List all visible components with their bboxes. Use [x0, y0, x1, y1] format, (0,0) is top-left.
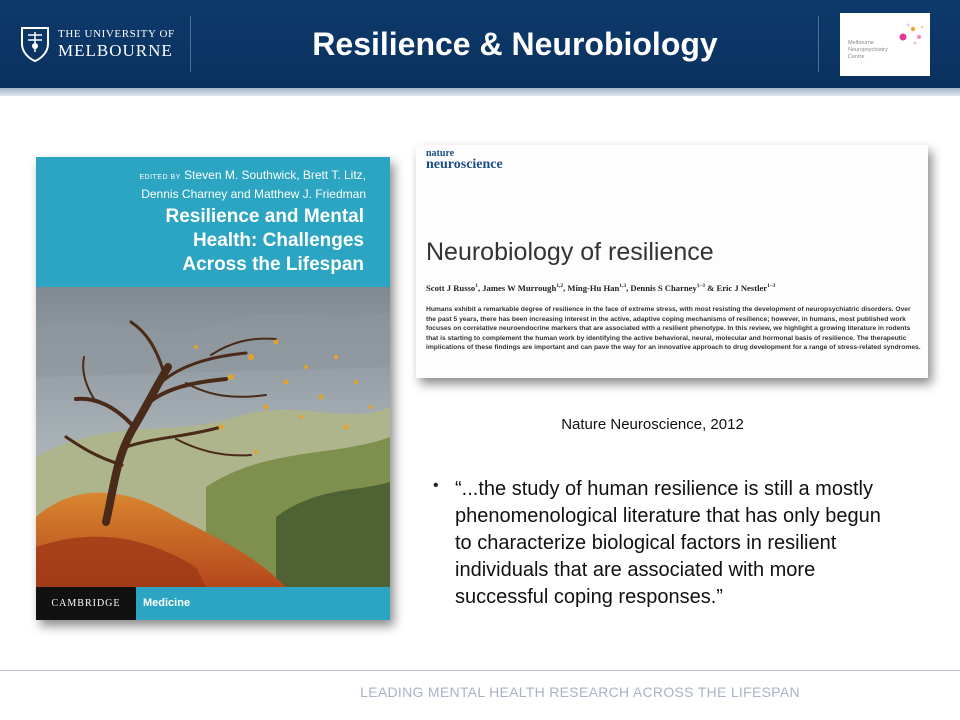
footer-divider — [0, 670, 960, 671]
author-affiliation: 1 — [475, 283, 478, 290]
bullet-marker: • — [433, 477, 439, 494]
book-title — [36, 205, 364, 277]
book-editors — [36, 167, 366, 202]
neuropsychiatry-centre-logo — [840, 13, 930, 76]
university-line1: THE UNIVERSITY OF — [58, 28, 175, 40]
header-stripe — [0, 88, 960, 96]
book-cover-image — [36, 157, 390, 620]
article-abstract: Humans exhibit a remarkable degree of resilience in the face of extreme stress, with most resisting the development of neuropsychiatric disorders. Over the past 5 years, there has been increasing interest in the active, adaptive coping mechanisms of resilience; however, in humans, most published work focuses on correlative neuroendocrine markers that are associated with a resilient phenotype. In this review, we highlight a growing literature in rodents that is starting to complement the human work by identifying the active behavioral, neural, molecular and hormonal basis of resilience. The therapeutic implications of these findings are important and can pave the way for an innovative approach to drug development for a range of stress-related syndromes. — [426, 306, 921, 352]
book-edited-by: EDITED BY — [139, 174, 181, 181]
article-excerpt-image — [416, 145, 928, 378]
header-divider — [818, 16, 819, 72]
centre-name-line1: Melbourne — [848, 40, 874, 46]
windswept-tree-painting — [36, 287, 390, 587]
book-editors-line1: Steven M. Southwick, Brett T. Litz, — [184, 168, 366, 182]
author-affiliation: 1–3 — [767, 283, 776, 290]
article-title: Neurobiology of resilience — [426, 238, 714, 266]
journal-logo — [426, 148, 503, 170]
quote-text: “...the study of human resilience is still a mostly phenomenological literature that has only begun to characterize biological factors in resilient individuals that are associated with more successful coping responses.” — [455, 478, 881, 608]
header-divider — [190, 16, 191, 72]
centre-name-line2: Neuropsychiatry — [848, 47, 888, 53]
article-citation-caption: Nature Neuroscience, 2012 — [561, 416, 744, 433]
author-affiliation: 1–3 — [696, 283, 706, 290]
university-wordmark — [58, 27, 175, 61]
book-cover-bottom — [36, 587, 390, 620]
book-series: Medicine — [143, 597, 191, 609]
book-cover-top — [36, 157, 390, 287]
centre-dots-icon — [895, 19, 927, 49]
article-authors: Scott J Russo$^1$, James W Murrough$^{1,2}$, Ming-Hu Han$^{1,3}$, Dennis S Charney$^{1-3}$ & Eric J Nestler$^{1-3}$ — [426, 283, 776, 293]
slide-title: Resilience & Neurobiology — [312, 26, 718, 62]
book-editors-line2: Dennis Charney and Matthew J. Friedman — [141, 187, 366, 201]
author-name: Ming-Hu Han — [567, 283, 620, 293]
author-name: James W Murrough — [482, 283, 557, 293]
book-title-line1: Resilience and Mental — [165, 206, 364, 227]
journal-name-line2: neuroscience — [426, 157, 503, 172]
centre-name-line3: Centre — [848, 54, 865, 60]
author-name: Scott J Russo — [426, 283, 476, 293]
book-title-line2: Health: Challenges — [192, 230, 364, 251]
centre-name — [848, 40, 888, 61]
footer-tagline: LEADING MENTAL HEALTH RESEARCH ACROSS THE LIFESPAN — [360, 684, 800, 700]
university-crest-icon — [20, 26, 50, 62]
author-affiliation: 1,3 — [619, 283, 627, 290]
author-affiliation: 1,2 — [556, 283, 564, 290]
book-title-line3: Across the Lifespan — [182, 254, 364, 275]
header-bar — [0, 0, 960, 88]
journal-name-line1: nature — [426, 148, 455, 159]
author-name: Eric J Nestler — [716, 283, 768, 293]
author-name: Dennis S Charney — [630, 283, 697, 293]
university-line2: MELBOURNE — [58, 41, 173, 60]
book-publisher: CAMBRIDGE — [36, 587, 136, 620]
